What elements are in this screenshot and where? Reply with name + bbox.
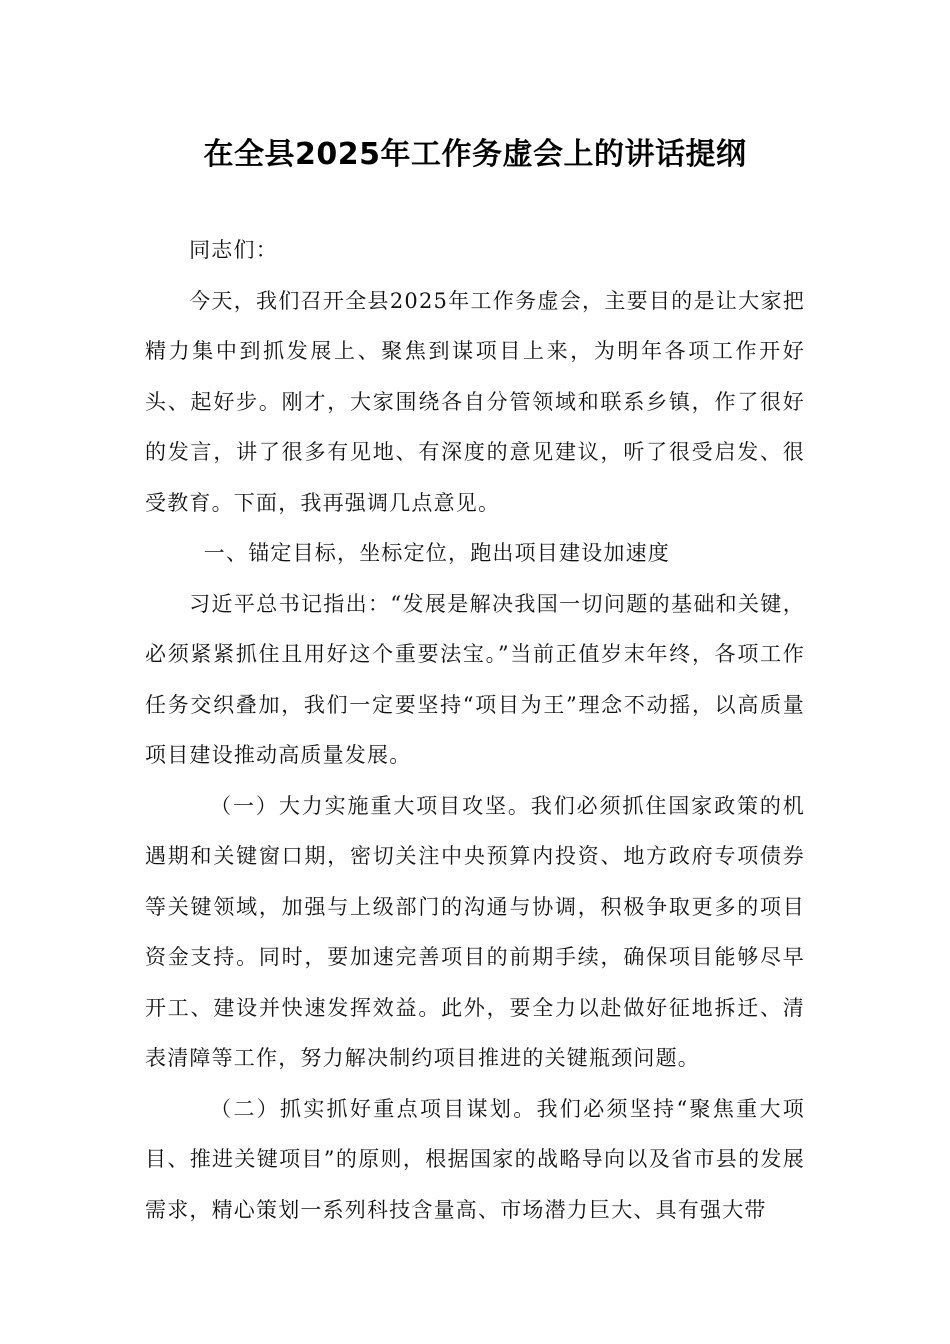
salutation: 同志们： [189, 238, 278, 262]
section-1-paragraph: 习近平总书记指出：“发展是解决我国一切问题的基础和关键，必须紧紧抓住且用好这个重要法宝。”当前正值岁末年终，各项工作任务交织叠加，我们一定要坚持“项目为王”理念不动摇，以高质量项目建设推动高质量发展。 [145, 591, 805, 767]
intro-paragraph: 今天，我们召开全县2025年工作务虚会，主要目的是让大家把精力集中到抓发展上、聚焦到谋项目上来，为明年各项工作开好头、起好步。刚才，大家围绕各自分管领域和联系乡镇，作了很好的发言，讲了很多有见地、有深度的意见建议，听了很受启发、很受教育。下面，我再强调几点意见。 [145, 288, 805, 515]
subsection-1-paragraph: （一）大力实施重大项目攻坚。我们必须抓住国家政策的机遇期和关键窗口期，密切关注中央预算内投资、地方政府专项债券等关键领域，加强与上级部门的沟通与协调，积极争取更多的项目资金支持。同时，要加速完善项目的前期手续，确保项目能够尽早开工、建设并快速发挥效益。此外，要全力以赴做好征地拆迁、清表清障等工作，努力解决制约项目推进的关键瓶颈问题。 [145, 793, 805, 1070]
document-title: 在全县2025年工作务虚会上的讲话提纲 [203, 137, 747, 172]
subsection-2-paragraph: （二）抓实抓好重点项目谋划。我们必须坚持“聚焦重大项目、推进关键项目”的原则，根据国家的战略导向以及省市县的发展需求，精心策划一系列科技含量高、市场潜力巨大、具有强大带 [145, 1096, 805, 1222]
section-heading-1: 一、锚定目标，坐标定位，跑出项目建设加速度 [203, 541, 670, 565]
document-body [145, 225, 805, 1235]
